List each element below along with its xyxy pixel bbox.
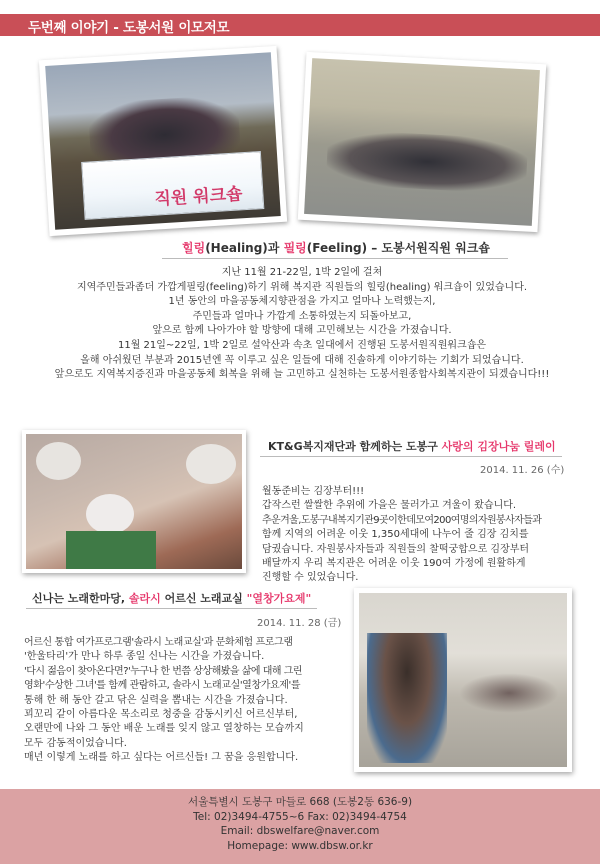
title-underline [260, 456, 562, 457]
title-highlight: "열창가요제" [246, 592, 312, 605]
page-title: 두번째 이야기 - 도봉서원 이모저모 [28, 20, 230, 36]
workshop-banner [81, 151, 264, 220]
footer-email: Email: dbswelfare@naver.com [220, 825, 380, 837]
paragraph-line: 매년 이렇게 노래를 하고 싶다는 어르신들! 그 꿈을 응원합니다. [24, 752, 299, 764]
title-highlight: 힐링 [182, 241, 206, 255]
paragraph-line: 갑작스런 쌀쌀한 추위에 가을은 물러가고 겨울이 왔습니다. [262, 500, 517, 512]
paragraph-line: 11월 21일~22일, 1박 2일로 설악산과 속초 일대에서 진행된 도봉서원직원워크숍은 [117, 339, 487, 351]
footer-contact [0, 789, 600, 864]
singing-photo [354, 588, 572, 772]
paragraph-line: 올해 아쉬웠던 부분과 2015년엔 꼭 이루고 싶은 일들에 대해 진솔하게 이야기하는 기회가 되었습니다. [80, 354, 524, 366]
audience [459, 673, 559, 713]
section-title-singing [32, 590, 311, 606]
footer-homepage: Homepage: www.dbsw.or.kr [227, 839, 373, 852]
paragraph-line: 앞으로도 지역복지증진과 마을공동체 회복을 위해 늘 고민하고 실천하는 도봉서원종합사회복지관이 되겠습니다!!! [54, 369, 550, 381]
title-highlight: 사랑의 김장나눔 릴레이 [441, 440, 556, 453]
singer [367, 633, 447, 763]
paragraph-line: '한울타리'가 만나 하루 종일 신나는 시간을 가졌습니다. [24, 651, 265, 663]
title-underline [26, 608, 317, 609]
workshop-body-text [24, 266, 580, 383]
singing-body-text [24, 636, 350, 766]
kimjang-body-text [262, 485, 588, 586]
paragraph-line: 진행할 수 있었습니다. [262, 572, 359, 584]
paragraph-line: '다시 젊음이 찾아온다면?'누구나 한 번쯤 상상해봤을 삶에 대해 그린 [24, 665, 303, 677]
paragraph-line: 주민들과 얼마나 가깝게 소통하였는지 되돌아보고, [192, 310, 412, 322]
banner-text: 직원 워크숍 [153, 184, 244, 210]
title-highlight: 솔라시 [128, 592, 161, 605]
paragraph-line: 통해 한 해 동안 갈고 닦은 실력을 뽐내는 시간을 가졌습니다. [24, 694, 288, 706]
footer-tel-fax: Tel: 02)3494-4755~6 Fax: 02)3494-4754 [193, 810, 407, 823]
volunteer-vest [66, 531, 156, 569]
paragraph-line: 어르신 통합 여가프로그램'솔라시 노래교실'과 문화체험 프로그램 [24, 637, 293, 648]
paragraph-line: 앞으로 함께 나아가야 할 방향에 대해 고민해보는 시간을 가졌습니다. [152, 325, 452, 337]
title-highlight: 필링 [283, 241, 307, 255]
seated-circle [326, 129, 529, 194]
paragraph-line: 추운겨울,도봉구내복지기관9곳이한데모여200여명의자원봉사자들과 [262, 514, 542, 526]
title-text: 어르신 노래교실 [160, 592, 247, 605]
paragraph-line: 1년 동안의 마을공동체지향관점을 가지고 얼마나 노력했는지, [168, 296, 436, 308]
hairnet-shape [86, 494, 134, 534]
paragraph-line: 지난 11월 21-22일, 1박 2일에 걸쳐 [221, 267, 383, 278]
title-text: 신나는 노래한마당, [32, 592, 129, 605]
title-text: (Feeling) – 도봉서원직원 워크숍 [306, 241, 490, 255]
title-text: (Healing)과 [205, 241, 284, 255]
paragraph-line: 모두 감동적이었습니다. [24, 737, 127, 749]
hairnet-shape [186, 444, 236, 484]
workshop-group-photo [39, 46, 287, 236]
paragraph-line: 월동준비는 김장부터!!! [262, 486, 365, 497]
kimjang-photo [22, 430, 246, 573]
paragraph-line: 함께 지역의 어려운 이웃 1,350세대에 나누어 줄 김장 김치를 [262, 529, 529, 541]
title-text: KT&G복지재단과 함께하는 도봉구 [268, 440, 442, 453]
footer-address: 서울특별시 도봉구 마들로 668 (도봉2동 636-9) [187, 796, 413, 808]
paragraph-line: 영화'수상한 그녀'를 함께 관람하고, 솔라시 노래교실'열창가요제'를 [24, 680, 301, 692]
paragraph-line: 오랜만에 나와 그 동안 배운 노래를 잊지 않고 열창하는 모습까지 [24, 723, 304, 735]
title-underline [162, 258, 508, 259]
section-title-workshop [182, 239, 490, 256]
hairnet-shape [36, 442, 81, 480]
paragraph-line: 담궜습니다. 자원봉사자들과 직원들의 찰떡궁합으로 김장부터 [262, 543, 530, 555]
paragraph-line: 꾀꼬리 같이 아름다운 목소리로 청중을 감동시키신 어르신부터, [24, 709, 298, 721]
singing-date: 2014. 11. 28 (금) [257, 618, 342, 629]
workshop-meeting-photo [298, 52, 546, 232]
paragraph-line: 배달까지 우리 복지관은 어려운 이웃 190여 가정에 원활하게 [262, 558, 526, 570]
section-title-kimjang [268, 438, 556, 454]
kimjang-date: 2014. 11. 26 (수) [480, 465, 565, 476]
paragraph-line: 지역주민들과좀더 가깝게필링(feeling)하기 위해 복지관 직원들의 힐링(healing) 워크숍이 있었습니다. [76, 281, 528, 293]
